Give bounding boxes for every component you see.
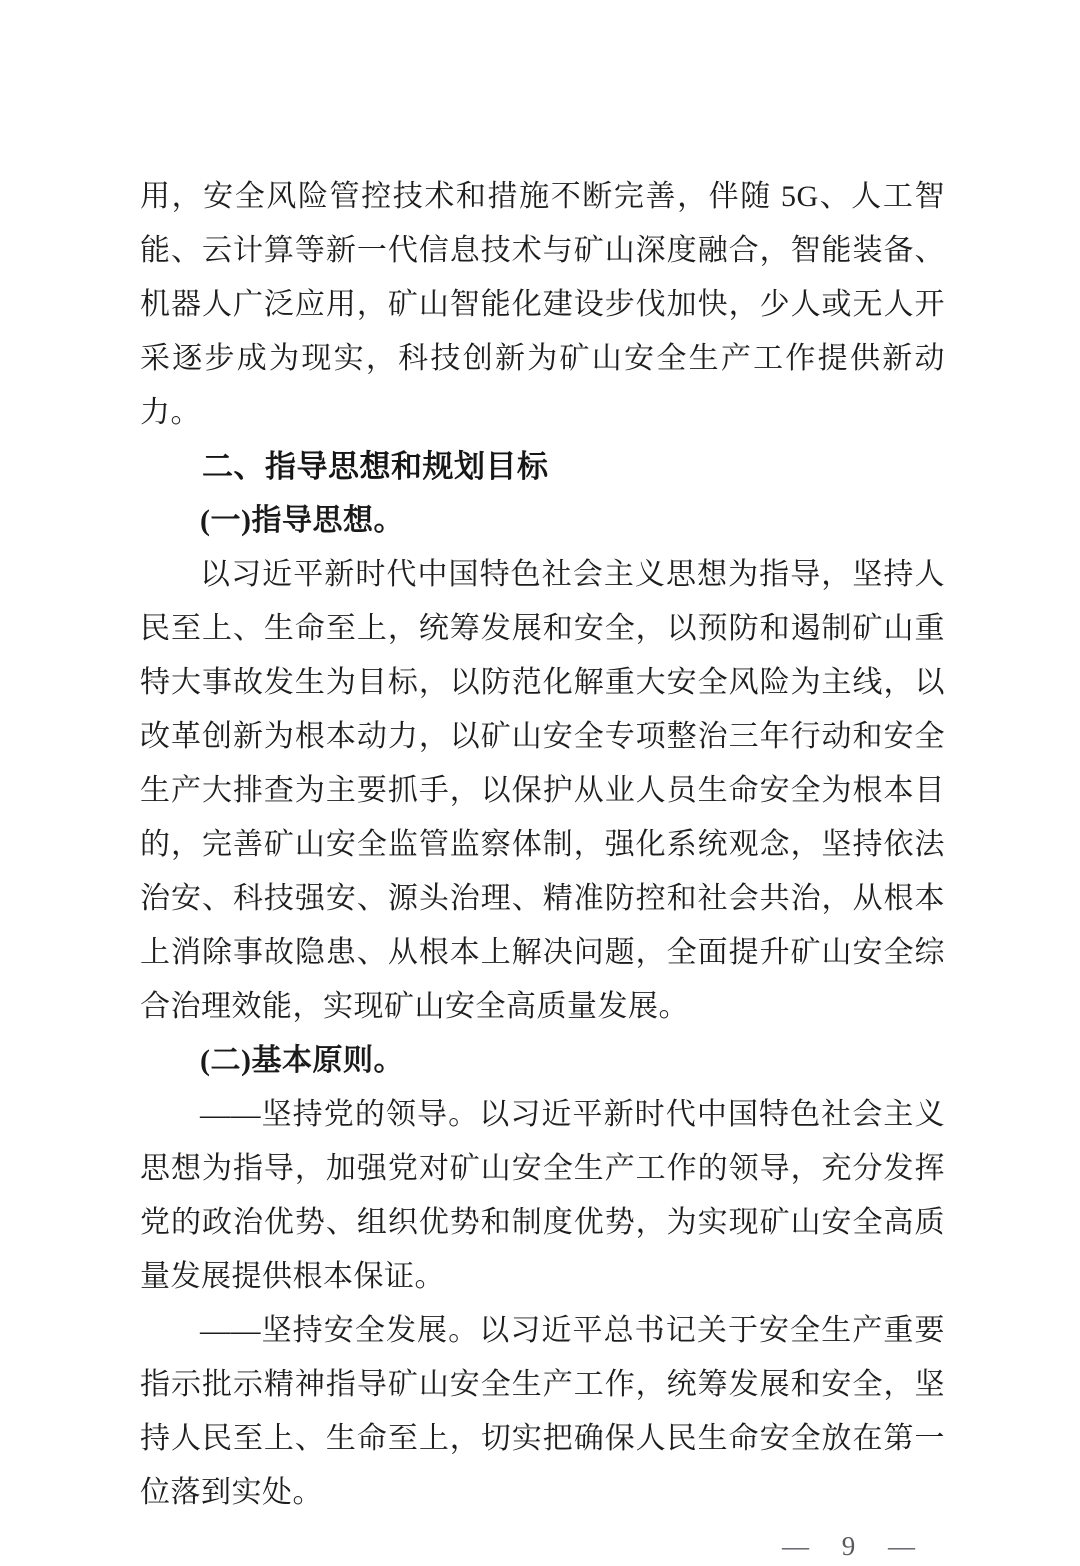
paragraph-principle-party-leadership: ——坚持党的领导。以习近平新时代中国特色社会主义思想为指导，加强党对矿山安全生产工作的领导，充分发挥党的政治优势、组织优势和制度优势，为实现矿山安全高质量发展提供根本保证。	[140, 1098, 945, 1293]
paragraph-tech-innovation-continuation: 用，安全风险管控技术和措施不断完善，伴随 5G、人工智能、云计算等新一代信息技术与矿山深度融合，智能装备、机器人广泛应用，矿山智能化建设步伐加快，少人或无人开采逐步成为现实，科技创新为矿山安全生产工作提供新动力。	[140, 180, 945, 429]
page-number: — 9 —	[782, 1531, 917, 1561]
section-heading-guiding-ideology-and-goals: 二、指导思想和规划目标	[202, 449, 549, 484]
paragraph-principle-safe-development: ——坚持安全发展。以习近平总书记关于安全生产重要指示批示精神指导矿山安全生产工作，统筹发展和安全，坚持人民至上、生命至上，切实把确保人民生命安全放在第一位落到实处。	[140, 1314, 945, 1509]
subsection-heading-basic-principles: (二)基本原则。	[200, 1044, 404, 1077]
subsection-heading-guiding-ideology: (一)指导思想。	[200, 504, 404, 537]
paragraph-guiding-ideology-body: 以习近平新时代中国特色社会主义思想为指导，坚持人民至上、生命至上，统筹发展和安全，以预防和遏制矿山重特大事故发生为目标，以防范化解重大安全风险为主线，以改革创新为根本动力，以矿山安全专项整治三年行动和安全生产大排查为主要抓手，以保护从业人员生命安全为根本目的，完善矿山安全监管监察体制，强化系统观念，坚持依法治安、科技强安、源头治理、精准防控和社会共治，从根本上消除事故隐患、从根本上解决问题，全面提升矿山安全综合治理效能，实现矿山安全高质量发展。	[140, 558, 945, 1023]
